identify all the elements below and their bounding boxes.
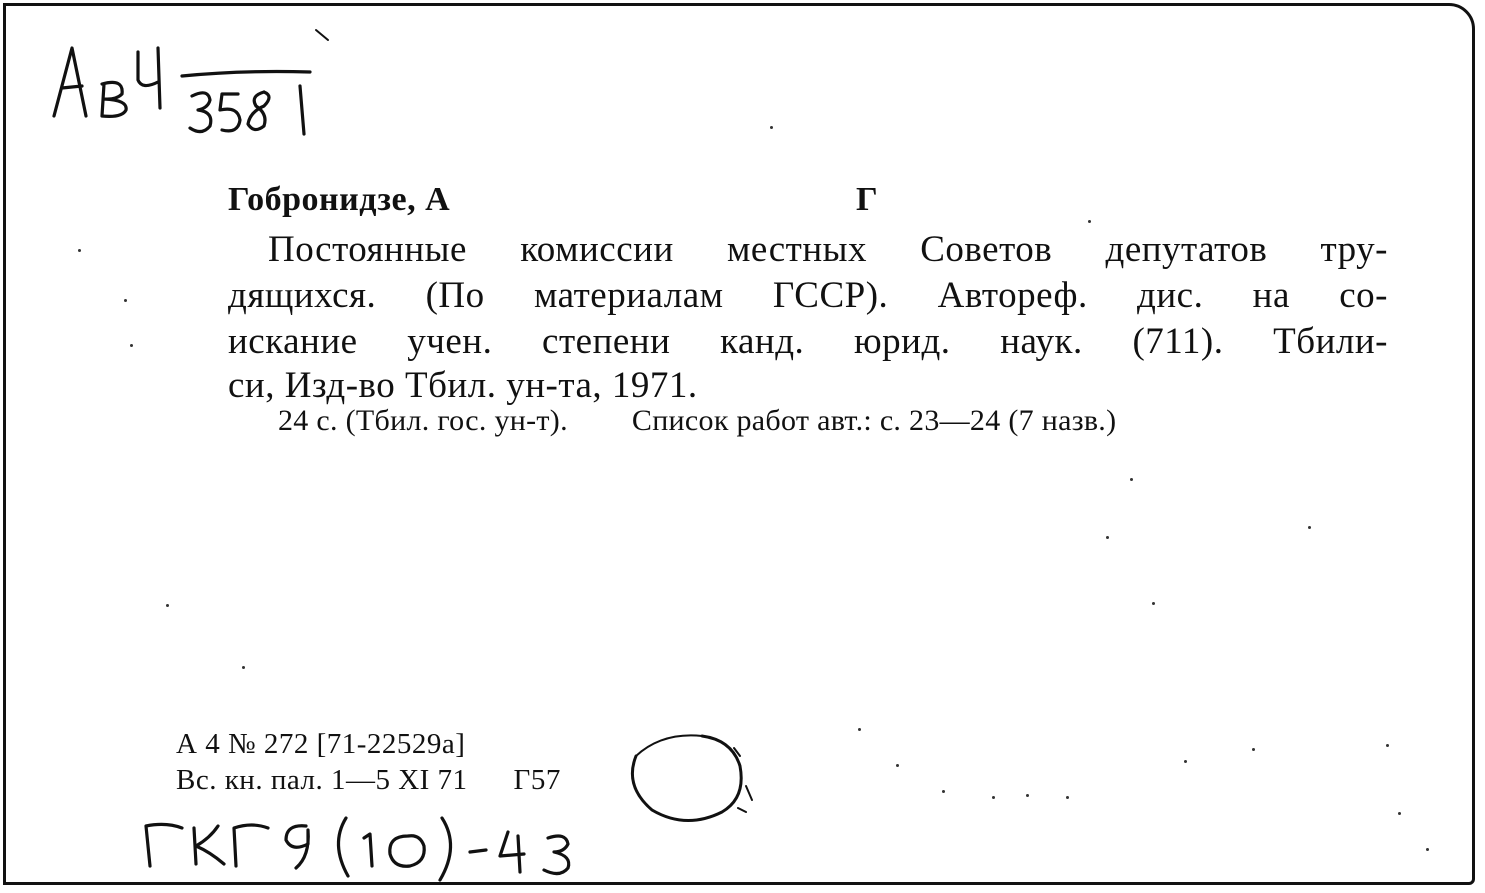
dust-speck [242, 666, 245, 669]
description-line: си, Изд-во Тбил. ун-та, 1971. [228, 365, 698, 406]
bibliography-note: Список работ авт.: с. 23—24 (7 назв.) [631, 404, 1117, 437]
dust-speck [896, 764, 899, 767]
dust-speck [1088, 220, 1091, 223]
print-info-line [176, 762, 561, 798]
dust-speck [942, 790, 945, 793]
dust-speck [166, 604, 169, 607]
circle-stamp-mark [622, 726, 772, 836]
collation-pages: 24 с. (Тбил. гос. ун-т). [278, 404, 568, 437]
dust-speck [1066, 796, 1069, 799]
print-info: Вс. кн. пал. 1—5 XI 71 [176, 764, 468, 796]
dust-speck [1308, 526, 1311, 529]
handwritten-shelfmark-drawing [42, 36, 332, 146]
dust-speck [770, 126, 773, 129]
pencil-tick-mark [314, 26, 334, 46]
classification-code: Г57 [513, 764, 561, 796]
dust-speck [1386, 744, 1389, 747]
dust-speck [1152, 602, 1155, 605]
handwritten-classification-drawing [136, 806, 626, 886]
dust-speck [1106, 536, 1109, 539]
description-line: Постоянные комиссии местных Советов депутатов тру- [268, 229, 1388, 270]
author-heading [228, 181, 879, 219]
dust-speck [1398, 812, 1401, 815]
dust-speck [1130, 478, 1133, 481]
dust-speck [858, 728, 861, 731]
order-number: А 4 № 272 [71-22529а] [176, 728, 466, 760]
description-line: искание учен. степени канд. юрид. наук. (711). Тбили- [228, 321, 1388, 362]
dust-speck [1252, 748, 1255, 751]
dust-speck [1426, 848, 1429, 851]
description-line: дящихся. (По материалам ГССР). Автореф. дис. на со- [228, 275, 1388, 316]
collation-line [278, 404, 1116, 438]
author-initial: Г [856, 181, 879, 218]
dust-speck [992, 796, 995, 799]
dust-speck [124, 299, 127, 302]
author-name: Гобронидзе, А [228, 181, 451, 218]
dust-speck [78, 249, 81, 252]
dust-speck [1026, 794, 1029, 797]
order-info [176, 726, 561, 798]
dust-speck [1184, 760, 1187, 763]
dust-speck [130, 344, 133, 347]
catalog-card [3, 3, 1475, 885]
